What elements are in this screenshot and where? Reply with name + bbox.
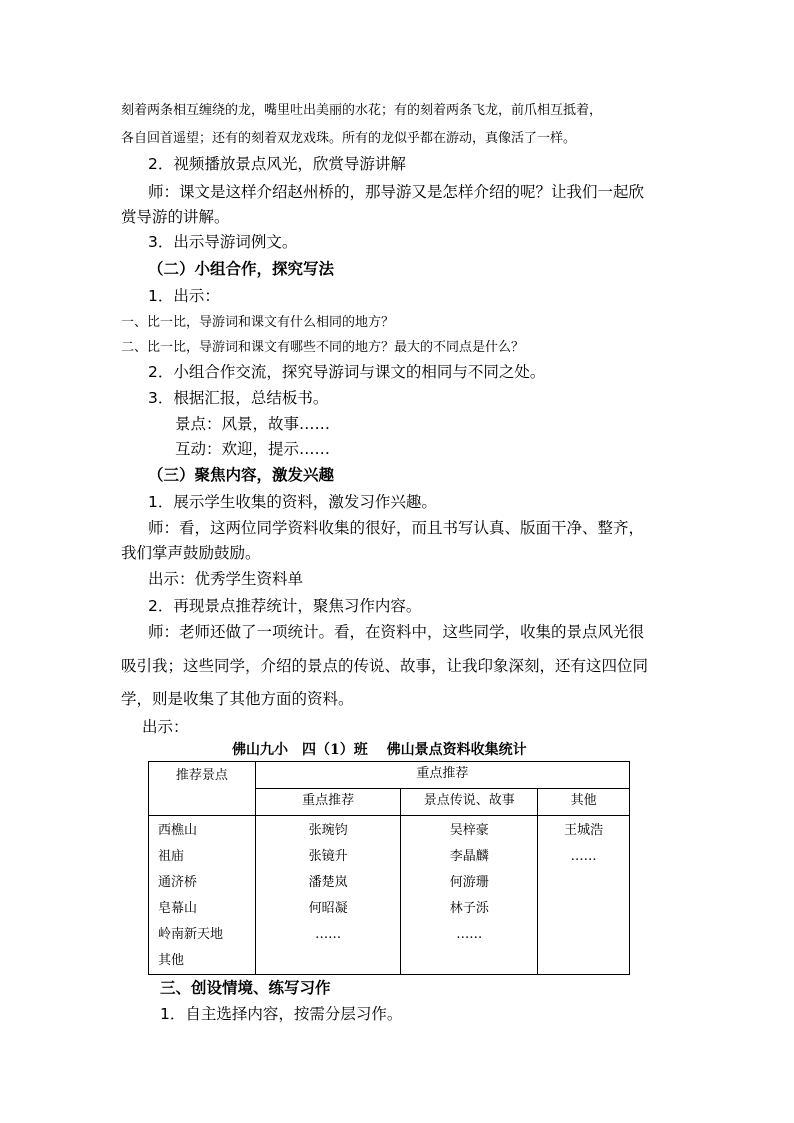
sub-header-cell — [538, 789, 630, 816]
paragraph-line: 师：课文是这样介绍赵州桥的，那导游又是怎样介绍的呢？让我们一起欣 — [148, 183, 645, 201]
sub-header-cell — [255, 789, 401, 816]
step-item: 2．再现景点推荐统计，聚焦习作内容。 — [148, 597, 422, 615]
question-item: 二、比一比，导游词和课文有哪些不同的地方？最大的不同点是什么？ — [121, 340, 525, 355]
sight-name: 西樵山 — [158, 823, 198, 838]
sight-name: 通济桥 — [158, 875, 198, 890]
group-header-cell — [255, 762, 629, 789]
paragraph-line: 师：老师还做了一项统计。看，在资料中，这些同学，收集的景点风光很 — [148, 623, 645, 641]
board-note: 互动：欢迎，提示…… — [175, 440, 331, 458]
paragraph-line: 师：看，这两位同学资料收集的很好，而且书写认真、版面干净、整齐， — [148, 519, 645, 537]
table-title: 佛山九小 四（1）班 佛山景点资料收集统计 — [232, 742, 527, 758]
paragraph-line: 出示：优秀学生资料单 — [148, 570, 304, 588]
step-item: 3．根据汇报，总结板书。 — [148, 389, 329, 407]
ellipsis: …… — [570, 849, 597, 864]
other-column — [538, 816, 630, 975]
board-note: 景点：风景，故事…… — [175, 415, 331, 433]
student-name: 张镜升 — [308, 849, 348, 864]
legend-column — [401, 816, 538, 975]
paragraph-line: 吸引我；这些同学，介绍的景点的传说、故事，让我印象深刻，还有这四位同 — [121, 657, 649, 675]
statistics-table — [148, 761, 630, 975]
student-name: 林子泺 — [449, 901, 489, 916]
corner-header-label: 推荐景点 — [175, 768, 228, 783]
ellipsis: …… — [315, 927, 342, 942]
sight-name: 祖庙 — [158, 849, 185, 864]
paragraph-line: 我们掌声鼓励鼓励。 — [121, 544, 261, 562]
student-name: 王城浩 — [564, 823, 604, 838]
step-item: 3．出示导游词例文。 — [148, 233, 298, 251]
student-name: 潘楚岚 — [308, 875, 348, 890]
paragraph-line: 各自回首遥望；还有的刻着双龙戏珠。所有的龙似乎都在游动，真像活了一样。 — [121, 131, 577, 146]
sights-column — [149, 816, 256, 975]
sub-header-label: 其他 — [570, 793, 597, 808]
student-name: 张琬钧 — [308, 823, 348, 838]
section-heading: （二）小组合作，探究写法 — [148, 260, 335, 278]
scenery-column — [255, 816, 401, 975]
student-name: 李晶麟 — [449, 849, 489, 864]
group-header-label: 重点推荐 — [416, 766, 469, 781]
step-item: 2．视频播放景点风光，欣赏导游讲解 — [148, 155, 406, 173]
student-name: 吴梓豪 — [449, 823, 489, 838]
step-item: 1．展示学生收集的资料，激发习作兴趣。 — [148, 493, 437, 511]
step-item: 1．出示： — [148, 287, 220, 305]
ellipsis: …… — [456, 927, 483, 942]
sight-name: 岭南新天地 — [158, 927, 224, 942]
question-item: 一、比一比，导游词和课文有什么相同的地方？ — [121, 315, 395, 330]
student-name: 何昭凝 — [308, 901, 348, 916]
section-heading: （三）聚焦内容，激发兴趣 — [148, 466, 335, 484]
paragraph-line: 刻着两条相互缠绕的龙，嘴里吐出美丽的水花；有的刻着两条飞龙，前爪相互抵着， — [121, 103, 603, 118]
section-heading: 三、创设情境、练写习作 — [160, 979, 331, 997]
corner-header-cell — [149, 762, 256, 816]
sight-name: 皂幕山 — [158, 901, 198, 916]
step-item: 1．自主选择内容，按需分层习作。 — [160, 1005, 403, 1023]
sight-name: 其他 — [158, 953, 185, 968]
paragraph-line: 出示： — [142, 718, 189, 736]
sub-header-label: 景点传说、故事 — [423, 793, 515, 808]
step-item: 2．小组合作交流，探究导游词与课文的相同与不同之处。 — [148, 363, 546, 381]
paragraph-line: 学，则是收集了其他方面的资料。 — [121, 690, 354, 708]
student-name: 何游珊 — [449, 875, 489, 890]
paragraph-line: 赏导游的讲解。 — [121, 208, 230, 226]
sub-header-label: 重点推荐 — [302, 793, 355, 808]
sub-header-cell — [401, 789, 538, 816]
